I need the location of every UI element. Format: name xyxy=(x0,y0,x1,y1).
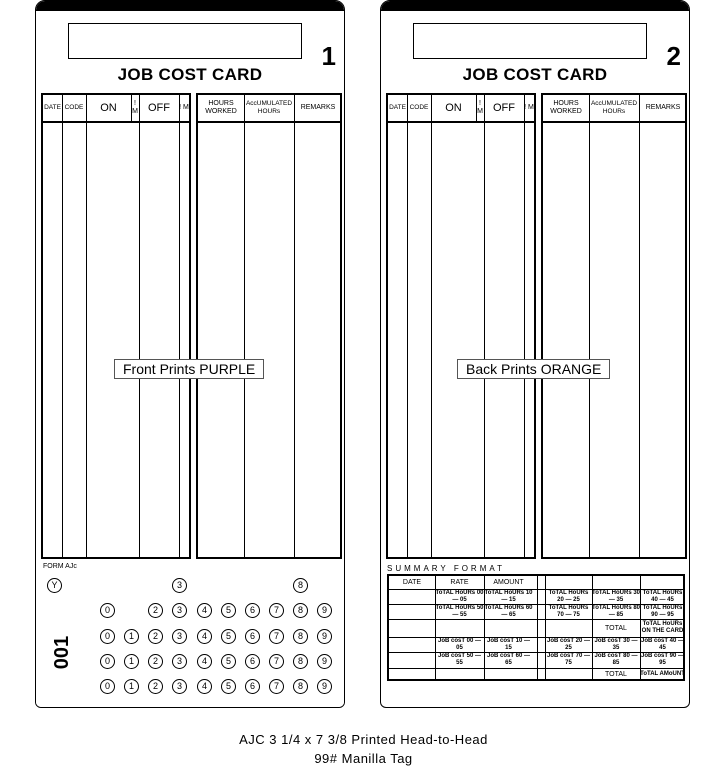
summary-cell: ToTAL AMoUNT xyxy=(640,671,685,677)
card-top-bar xyxy=(381,1,689,11)
code-bubble: 2 xyxy=(148,629,163,644)
serial-number: 001 xyxy=(51,635,74,670)
summary-cell: ToTAL HoURs 70 — 75 xyxy=(548,604,589,618)
code-bubble: 6 xyxy=(245,629,260,644)
code-bubble: 0 xyxy=(100,654,115,669)
time-grid xyxy=(386,93,536,559)
card-number: 1 xyxy=(321,41,336,71)
header-off-ampm: ! M xyxy=(524,104,534,111)
summary-cell: JoB cosT 20 — 25 xyxy=(546,637,590,651)
code-bubble: 4 xyxy=(197,629,212,644)
summary-cell: ToTAL HoURs 50 — 55 xyxy=(435,604,484,618)
hours-grid xyxy=(541,93,687,559)
summary-header: AMOUNT xyxy=(493,579,524,586)
code-bubble: Y xyxy=(47,578,62,593)
card-title: JOB COST CARD xyxy=(462,65,608,84)
footer-stock: 99# Manilla Tag xyxy=(314,751,413,766)
header-off-ampm: ! M xyxy=(179,104,189,111)
header-accumulated: AccUMULATED HOURs xyxy=(245,100,293,115)
code-bubble: 8 xyxy=(293,629,308,644)
summary-title: SUMMARY FORMAT xyxy=(387,564,506,573)
code-bubble: 9 xyxy=(317,603,332,618)
header-date: DATE xyxy=(44,104,61,111)
summary-cell: JoB cosT 00 — 05 xyxy=(437,637,481,651)
code-bubble: 5 xyxy=(221,679,236,694)
code-bubble: 1 xyxy=(124,654,139,669)
header-on-ampm: ! M xyxy=(132,100,138,115)
code-bubble: 7 xyxy=(269,654,284,669)
summary-cell: ToTAL HoURs 20 — 25 xyxy=(548,589,589,603)
code-bubble: 5 xyxy=(221,654,236,669)
code-bubble: 9 xyxy=(317,654,332,669)
header-on-ampm: ! M xyxy=(477,100,483,115)
header-date: DATE xyxy=(389,104,406,111)
summary-cell: JoB cosT 90 — 95 xyxy=(640,653,684,666)
summary-cell: TOTAL xyxy=(605,624,627,632)
summary-cell: ToTAL HoURs 30 — 35 xyxy=(592,589,641,603)
code-bubble: 3 xyxy=(172,603,187,618)
print-color-label: Front Prints PURPLE xyxy=(114,359,264,379)
print-color-label: Back Prints ORANGE xyxy=(457,359,610,379)
summary-cell: ToTAL HoURs 40 — 45 xyxy=(642,589,683,603)
code-bubble: 1 xyxy=(124,629,139,644)
summary-cell: JoB cosT 10 — 15 xyxy=(486,637,530,651)
code-bubble: 3 xyxy=(172,629,187,644)
time-grid xyxy=(41,93,191,559)
code-bubble: 0 xyxy=(100,679,115,694)
code-bubble: 5 xyxy=(221,603,236,618)
summary-cell: JoB cosT 60 — 65 xyxy=(486,653,530,666)
code-bubble: 5 xyxy=(221,629,236,644)
header-hours-worked: HOURS WORKED xyxy=(550,100,582,115)
summary-cell: ToTAL HoURs 00 — 05 xyxy=(435,589,484,603)
card-number: 2 xyxy=(666,41,681,71)
card-front xyxy=(35,0,345,708)
code-bubble: 6 xyxy=(245,679,260,694)
card-top-bar xyxy=(36,1,344,11)
code-bubble: 8 xyxy=(293,603,308,618)
name-box xyxy=(68,23,302,59)
code-bubble: 9 xyxy=(317,679,332,694)
summary-header: RATE xyxy=(450,579,469,586)
header-code: CODE xyxy=(409,104,429,111)
summary-table xyxy=(387,574,685,681)
code-bubble: 6 xyxy=(245,654,260,669)
code-bubble: 3 xyxy=(172,679,187,694)
code-bubble: 8 xyxy=(293,578,308,593)
header-accumulated: AccUMULATED HOURs xyxy=(590,100,638,115)
code-bubble: 8 xyxy=(293,654,308,669)
header-off: OFF xyxy=(493,102,515,114)
code-bubble: 3 xyxy=(172,578,187,593)
code-bubble: 8 xyxy=(293,679,308,694)
summary-cell: JoB cosT 70 — 75 xyxy=(546,653,590,666)
code-bubble: 7 xyxy=(269,629,284,644)
code-bubble: 2 xyxy=(148,654,163,669)
header-remarks: REMARKS xyxy=(645,104,681,111)
summary-cell: ToTAL HoURs 10 — 15 xyxy=(484,589,533,603)
card-back xyxy=(380,0,690,708)
header-on: ON xyxy=(100,102,117,114)
code-bubble: 2 xyxy=(148,679,163,694)
code-bubble: 0 xyxy=(100,629,115,644)
summary-cell: ToTAL HoURs 90 — 95 xyxy=(642,604,683,618)
summary-cell: JoB cosT 30 — 35 xyxy=(594,637,638,651)
summary-cell: ToTAL HoURs 60 — 65 xyxy=(484,604,533,618)
summary-cell: TOTAL xyxy=(605,671,627,678)
header-hours-worked: HOURS WORKED xyxy=(205,100,237,115)
code-bubble: 0 xyxy=(100,603,115,618)
hours-grid xyxy=(196,93,342,559)
header-off: OFF xyxy=(148,102,170,114)
code-bubble: 4 xyxy=(197,679,212,694)
header-code: CODE xyxy=(64,104,84,111)
code-bubble: 7 xyxy=(269,679,284,694)
code-bubble: 4 xyxy=(197,654,212,669)
summary-cell: JoB cosT 40 — 45 xyxy=(640,637,684,651)
code-bubble: 9 xyxy=(317,629,332,644)
footer-spec: AJC 3 1/4 x 7 3/8 Printed Head-to-Head xyxy=(239,732,488,747)
code-bubble: 6 xyxy=(245,603,260,618)
code-bubble: 1 xyxy=(124,679,139,694)
name-box xyxy=(413,23,647,59)
summary-cell: ToTAL HoURs ON THE CARD xyxy=(641,621,684,634)
form-label: FORM AJc xyxy=(43,563,77,570)
summary-cell: JoB cosT 50 — 55 xyxy=(437,653,481,666)
code-bubble: 7 xyxy=(269,603,284,618)
summary-header: DATE xyxy=(402,579,422,586)
card-title: JOB COST CARD xyxy=(117,65,263,84)
code-bubble: 4 xyxy=(197,603,212,618)
header-on: ON xyxy=(445,102,462,114)
header-remarks: REMARKS xyxy=(300,104,336,111)
summary-cell: JoB cosT 80 — 85 xyxy=(594,653,638,666)
code-bubble: 3 xyxy=(172,654,187,669)
summary-cell: ToTAL HoURs 80 — 85 xyxy=(592,604,641,618)
code-bubble: 2 xyxy=(148,603,163,618)
